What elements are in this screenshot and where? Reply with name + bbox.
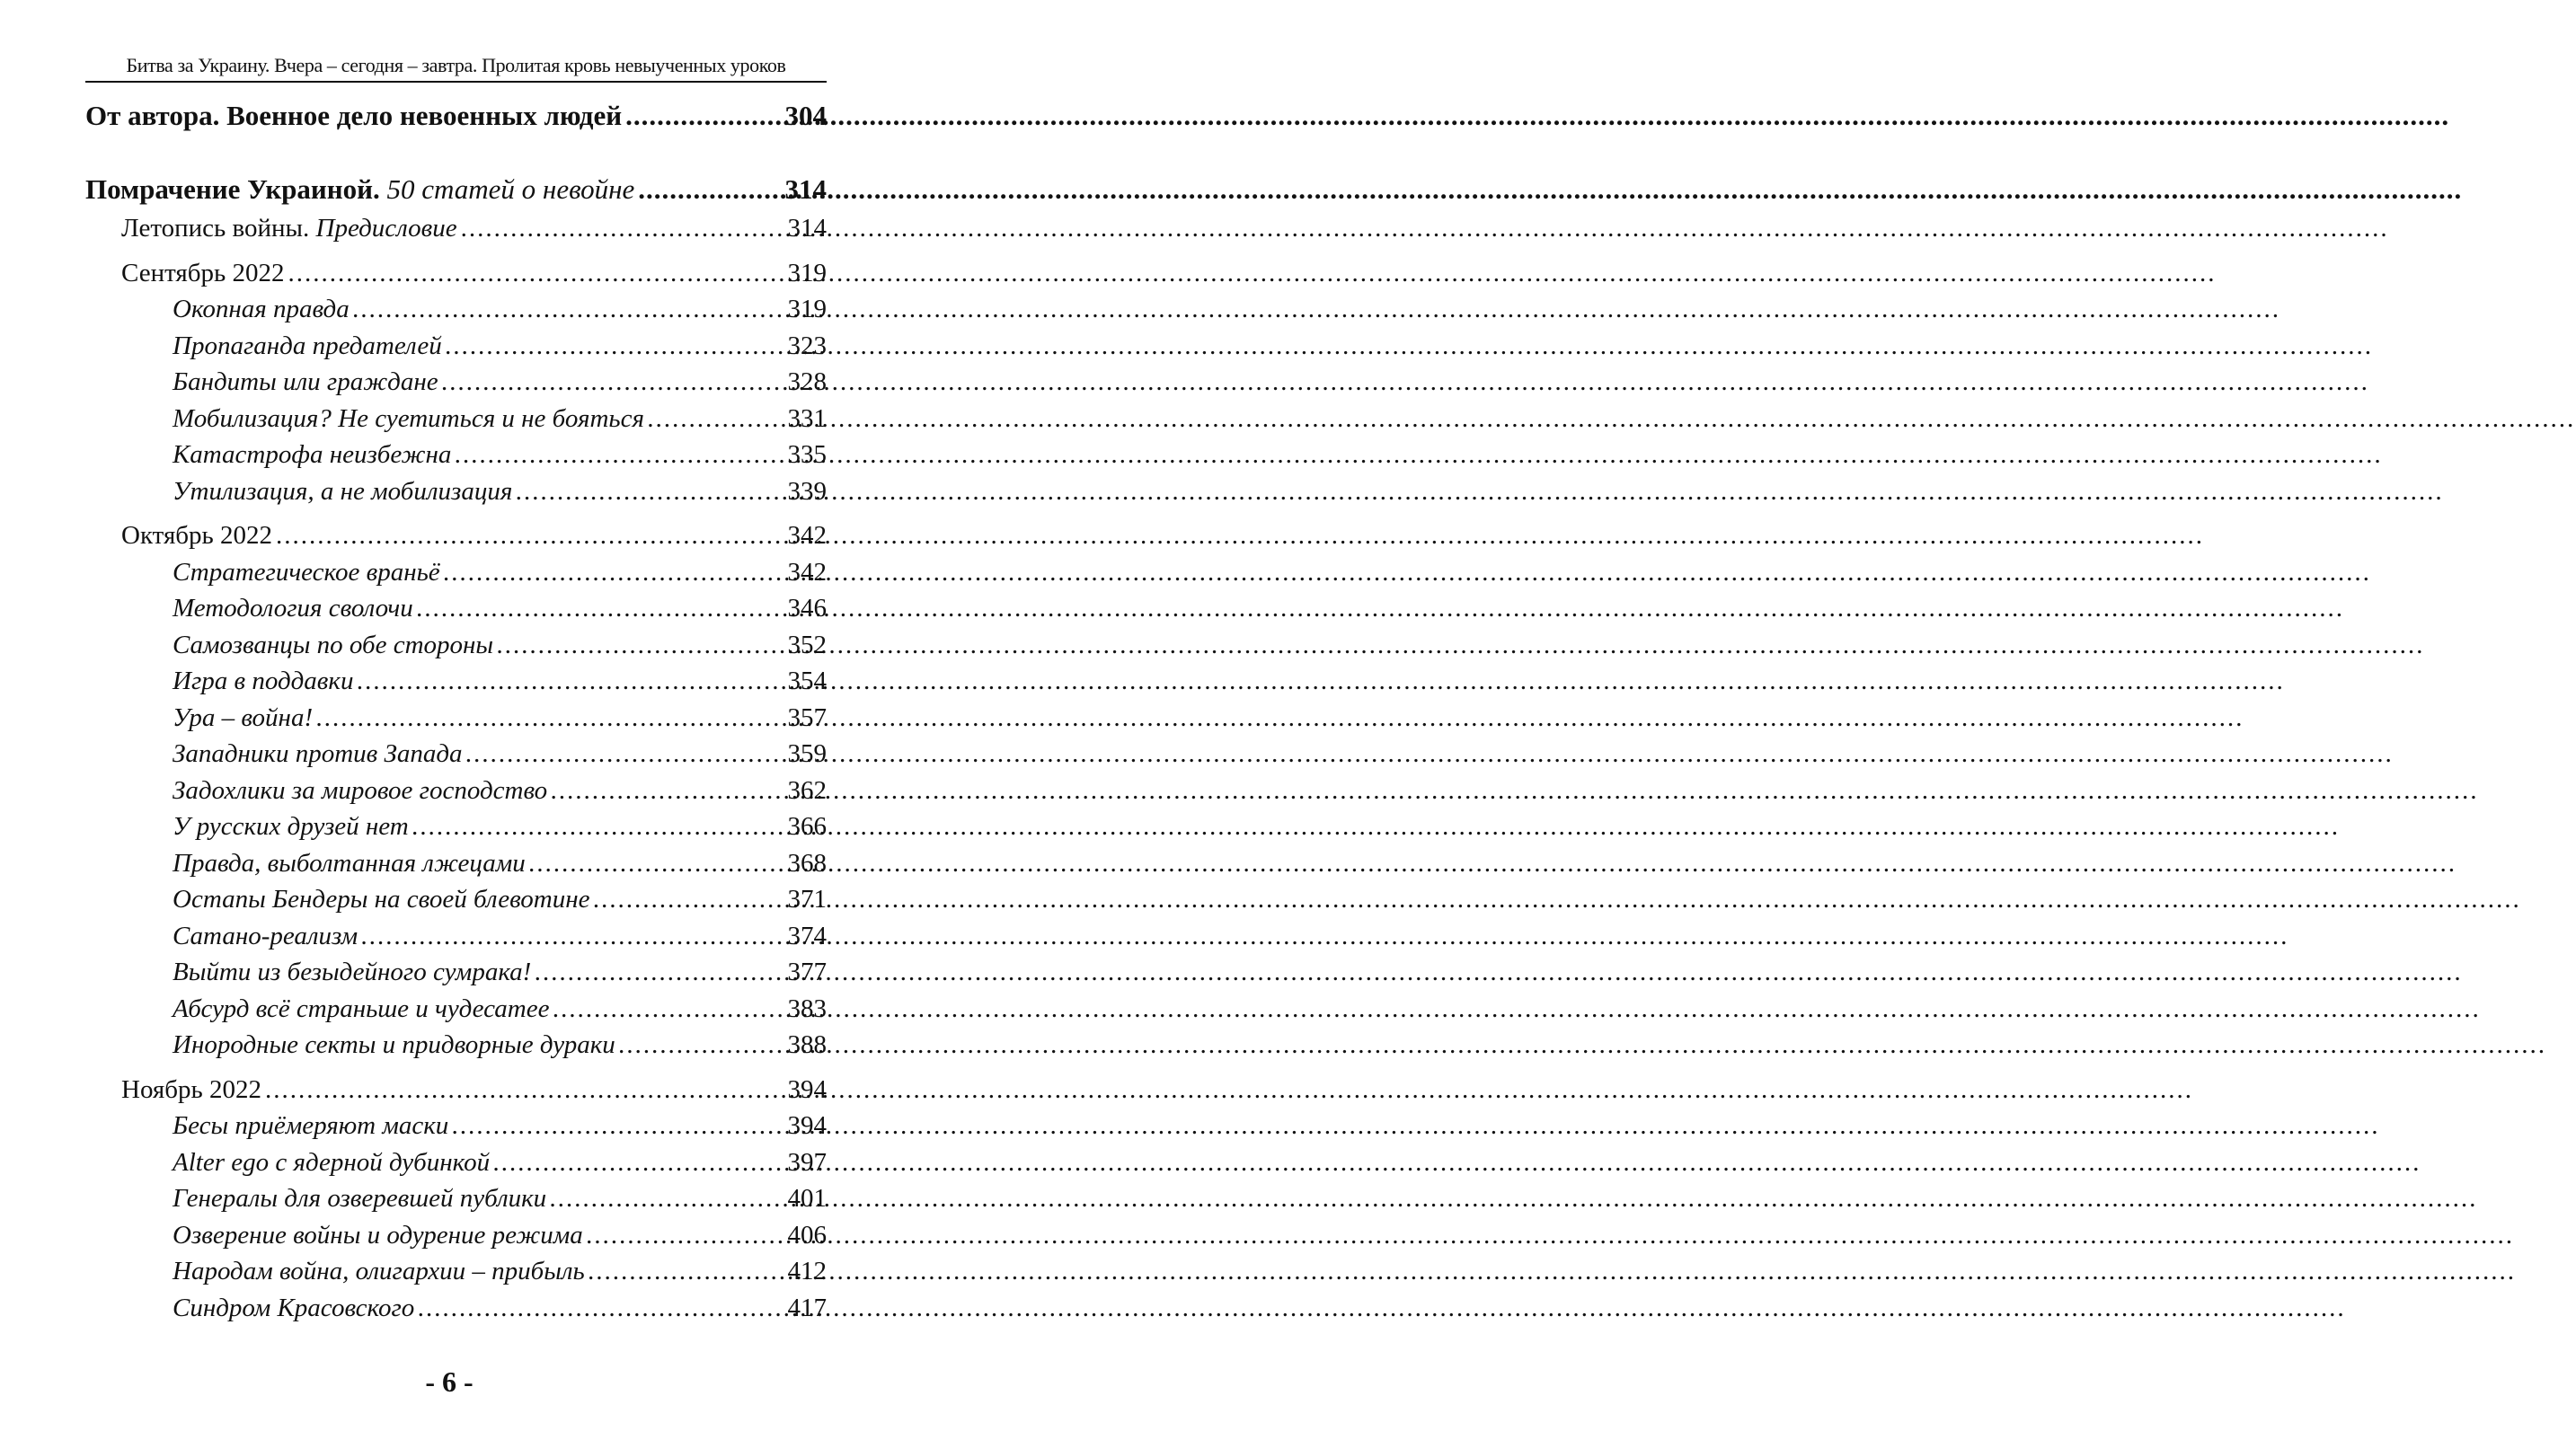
toc-entry-article[interactable]: [173, 954, 827, 991]
toc-entry-article[interactable]: [173, 328, 827, 365]
toc-entry-title: Окопная правда: [173, 295, 350, 323]
toc-page-number: 354: [787, 667, 827, 695]
toc-entry-title: [121, 210, 457, 247]
toc-entry-article[interactable]: [173, 700, 827, 737]
toc-entry-title: Мобилизация? Не суетиться и не бояться: [173, 403, 644, 433]
toc-entry-title: Выйти из безыдейного сумрака!: [173, 958, 532, 986]
toc-entry-article[interactable]: [173, 401, 827, 437]
toc-page-number: 335: [787, 440, 827, 469]
toc-entry-article[interactable]: [173, 736, 827, 773]
preface-subtitle: Предисловие: [315, 214, 457, 243]
toc-entry-article[interactable]: [173, 773, 827, 809]
toc-page-number: 377: [787, 958, 827, 986]
toc-entry-title: Самозванцы по обе стороны: [173, 630, 494, 659]
dot-leader: [446, 328, 784, 365]
toc-entry-title: Пропаганда предателей: [173, 331, 442, 360]
dot-leader: [288, 255, 783, 292]
toc-entry-article[interactable]: [173, 881, 827, 918]
toc-section-heading[interactable]: [121, 517, 827, 554]
dot-leader: [452, 1108, 783, 1144]
toc-entry-title: Бесы приёмеряют маски: [173, 1111, 449, 1140]
spacer: [85, 247, 827, 255]
toc-page-number: 371: [787, 885, 827, 914]
dot-leader: [535, 954, 783, 991]
toc-entry-title: Утилизация, а не мобилизация: [173, 476, 513, 506]
dot-leader: [357, 663, 783, 700]
dot-leader: [619, 1027, 784, 1064]
dot-leader: [466, 736, 784, 773]
toc-entry-title: Синдром Красовского: [173, 1293, 415, 1322]
running-head: Битва за Украину. Вчера – сегодня – завтра. Пролитая кровь невыученных уроков: [85, 54, 827, 83]
toc-entry-article[interactable]: [173, 663, 827, 700]
toc-entry-title: Ноябрь 2022: [121, 1074, 261, 1104]
dot-leader: [529, 845, 784, 882]
dot-leader: [444, 554, 784, 591]
toc-page-number: 383: [787, 994, 827, 1023]
toc-entry-title: Абсурд всё страньше и чудесатее: [173, 994, 550, 1023]
toc-entry-part[interactable]: [85, 169, 827, 210]
toc-section-heading[interactable]: [121, 1072, 827, 1109]
spacer: [85, 1064, 827, 1072]
toc-entry-article[interactable]: [173, 554, 827, 591]
toc-entry-article[interactable]: [173, 1108, 827, 1144]
toc-entry-title: Инородные секты и придворные дураки: [173, 1030, 615, 1059]
toc-page-number: 366: [787, 812, 827, 841]
part-subtitle: 50 статей о невойне: [386, 173, 635, 205]
toc-entry-article[interactable]: [173, 991, 827, 1028]
dot-leader: [455, 437, 783, 473]
dot-leader: [625, 95, 781, 137]
toc-page-number: 304: [784, 100, 827, 131]
toc-entry-preface[interactable]: [121, 210, 827, 247]
toc-entry-article[interactable]: [173, 1253, 827, 1290]
toc-page-number: 359: [787, 739, 827, 768]
toc-page-number: 328: [787, 367, 827, 396]
toc-entry-title: Задохлики за мировое господство: [173, 775, 548, 805]
dot-leader: [276, 517, 783, 554]
book-page: [85, 54, 827, 1326]
toc-page-number: 394: [787, 1074, 827, 1104]
toc-page-number: 401: [787, 1184, 827, 1213]
dot-leader: [648, 401, 784, 437]
toc-page-number: 352: [787, 630, 827, 659]
toc-page-number: 342: [787, 521, 827, 550]
toc-entry-title: Сатано-реализм: [173, 921, 359, 950]
toc-entry-article[interactable]: [173, 1144, 827, 1181]
dot-leader: [265, 1072, 784, 1109]
toc-page-number: 412: [787, 1257, 827, 1285]
toc-page-number: 388: [787, 1030, 827, 1059]
toc-entry-article[interactable]: [173, 473, 827, 510]
toc-sections: [85, 247, 827, 1327]
toc-entry-article[interactable]: [173, 845, 827, 882]
toc-entry-title: У русских друзей нет: [173, 812, 409, 841]
toc-entry-article[interactable]: [173, 437, 827, 473]
dot-leader: [418, 1290, 783, 1327]
toc-page-number: 331: [787, 403, 827, 433]
toc-entry-title: Alter ego с ядерной дубинкой: [173, 1147, 491, 1177]
toc-page-number: 406: [787, 1220, 827, 1250]
toc-page-number: 346: [787, 594, 827, 623]
toc-entry-article[interactable]: [173, 627, 827, 664]
toc-entry-article[interactable]: [173, 808, 827, 845]
toc-page-number: 319: [787, 295, 827, 323]
dot-leader: [589, 1253, 784, 1290]
spacer: [85, 509, 827, 517]
toc-entry-title: Генералы для озверевшей публики: [173, 1184, 547, 1213]
toc-entry-title: Остапы Бендеры на своей блевотине: [173, 885, 590, 914]
toc-page-number: 417: [787, 1293, 827, 1322]
toc-entry-article[interactable]: [173, 291, 827, 328]
toc-page-number: 323: [787, 331, 827, 360]
toc-entry-title: Методология сволочи: [173, 594, 413, 623]
toc-entry-title: Катастрофа неизбежна: [173, 440, 452, 469]
toc-entry-article[interactable]: [173, 364, 827, 401]
dot-leader: [550, 1180, 783, 1217]
toc-entry-article[interactable]: [173, 1027, 827, 1064]
toc-entry-title: Игра в поддавки: [173, 667, 354, 695]
dot-leader: [361, 918, 783, 955]
dot-leader: [417, 590, 784, 627]
dot-leader: [353, 291, 784, 328]
toc-entry-title: Ура – война!: [173, 702, 314, 732]
toc-page-number: 397: [787, 1147, 827, 1177]
toc-entry-author-note[interactable]: [85, 95, 827, 137]
dot-leader: [412, 808, 784, 845]
preface-title: Летопись войны.: [121, 214, 310, 243]
toc-entry-article[interactable]: [173, 1290, 827, 1327]
toc-entry-title: Народам война, олигархии – прибыль: [173, 1257, 585, 1285]
table-of-contents: [85, 95, 827, 1326]
toc-page-number: 319: [787, 258, 827, 287]
toc-page-number: 314: [784, 173, 827, 205]
toc-entry-title: Октябрь 2022: [121, 521, 273, 550]
dot-leader: [497, 627, 783, 664]
dot-leader: [442, 364, 784, 401]
dot-leader: [551, 773, 783, 809]
page-number: - 6 -: [425, 1365, 474, 1398]
toc-entry-article[interactable]: [173, 1217, 827, 1254]
toc-entry-title: Бандиты или граждане: [173, 367, 438, 396]
dot-leader: [461, 210, 784, 247]
part-title: Помрачение Украиной.: [85, 173, 380, 205]
toc-page-number: 368: [787, 848, 827, 878]
dot-leader: [516, 473, 783, 510]
toc-entry-title: Правда, выболтанная лжецами: [173, 848, 526, 878]
toc-page-number: 342: [787, 557, 827, 587]
toc-entry-article[interactable]: [173, 918, 827, 955]
toc-page-number: 374: [787, 921, 827, 950]
toc-entry-title: От автора. Военное дело невоенных людей: [85, 100, 623, 131]
toc-entry-title: Стратегическое враньё: [173, 557, 440, 587]
dot-leader: [638, 169, 781, 210]
toc-entry-title: Озверение войны и одурение режима: [173, 1220, 583, 1250]
dot-leader: [493, 1144, 783, 1181]
toc-entry-title: Сентябрь 2022: [121, 258, 285, 287]
dot-leader: [587, 1217, 784, 1254]
toc-entry-title: [85, 169, 634, 210]
toc-page-number: 394: [787, 1111, 827, 1140]
spacer: [85, 137, 827, 169]
dot-leader: [316, 700, 783, 737]
toc-entry-article[interactable]: [173, 590, 827, 627]
toc-page-number: 339: [787, 476, 827, 506]
toc-page-number: 314: [787, 214, 827, 243]
toc-page-number: 357: [787, 702, 827, 732]
dot-leader: [594, 881, 784, 918]
toc-section-heading[interactable]: [121, 255, 827, 292]
toc-page-number: 362: [787, 775, 827, 805]
toc-entry-article[interactable]: [173, 1180, 827, 1217]
toc-entry-title: Западники против Запада: [173, 739, 463, 768]
dot-leader: [553, 991, 783, 1028]
